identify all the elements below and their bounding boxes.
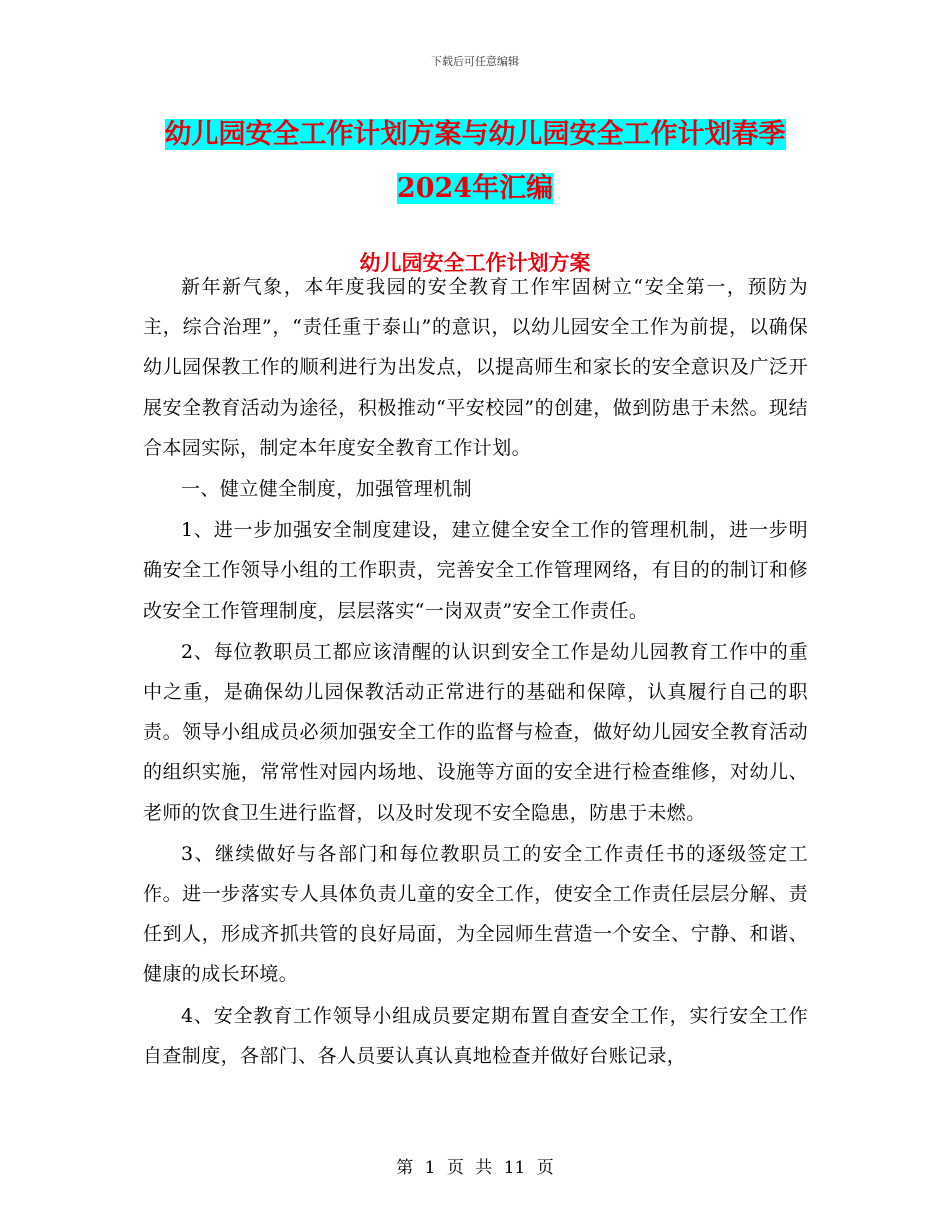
document-title-line-1: 幼儿园安全工作计划方案与幼儿园安全工作计划春季 xyxy=(164,119,786,150)
paragraph-item-3: 3、继续做好与各部门和每位教职员工的安全工作责任书的逐级签定工作。进一步落实专人具体负责儿童的安全工作，使安全工作责任层层分解、责任到人，形成齐抓共管的良好局面，为全园师生营造一个安全、宁静、和谐、健康的成长环境。 xyxy=(143,842,808,986)
paragraph-item-4: 4、安全教育工作领导小组成员要定期布置自查安全工作，实行安全工作自查制度，各部门、各人员要认真认真地检查并做好台账记录， xyxy=(143,1004,808,1067)
paragraph-heading-1: 一、健立健全制度，加强管理机制 xyxy=(181,478,473,501)
paragraph-item-2: 2、每位教职员工都应该清醒的认识到安全工作是幼儿园教育工作中的重中之重，是确保幼儿园保教活动正常进行的基础和保障，认真履行自己的职责。领导小组成员必须加强安全工作的监督与检查，做好幼儿园安全教育活动的组织实施，常常性对园内场地、设施等方面的安全进行检查维修，对幼儿、老师的饮食卫生进行监督，以及时发现不安全隐患，防患于未燃。 xyxy=(143,640,808,824)
paragraph-item-1: 1、进一步加强安全制度建设，建立健全安全工作的管理机制，进一步明确安全工作领导小组的工作职责，完善安全工作管理网络，有目的的制订和修改安全工作管理制度，层层落实“一岗双责”安全工作责任。 xyxy=(143,519,808,622)
document-title xyxy=(140,108,810,216)
page-footer: 第 1 页 共 11 页 xyxy=(396,1158,554,1178)
document-title-line-2: 2024年汇编 xyxy=(396,173,554,204)
header-note: 下载后可任意编辑 xyxy=(431,55,519,68)
paragraph-intro: 新年新气象，本年度我园的安全教育工作牢固树立“安全第一，预防为主，综合治理”，“责任重于泰山”的意识，以幼儿园安全工作为前提，以确保幼儿园保教工作的顺利进行为出发点，以提高师生和家长的安全意识及广泛开展安全教育活动为途径，积极推动“平安校园”的创建，做到防患于未然。现结合本园实际，制定本年度安全教育工作计划。 xyxy=(143,276,808,459)
document-body xyxy=(143,267,808,1076)
section-title: 幼儿园安全工作计划方案 xyxy=(359,250,591,275)
